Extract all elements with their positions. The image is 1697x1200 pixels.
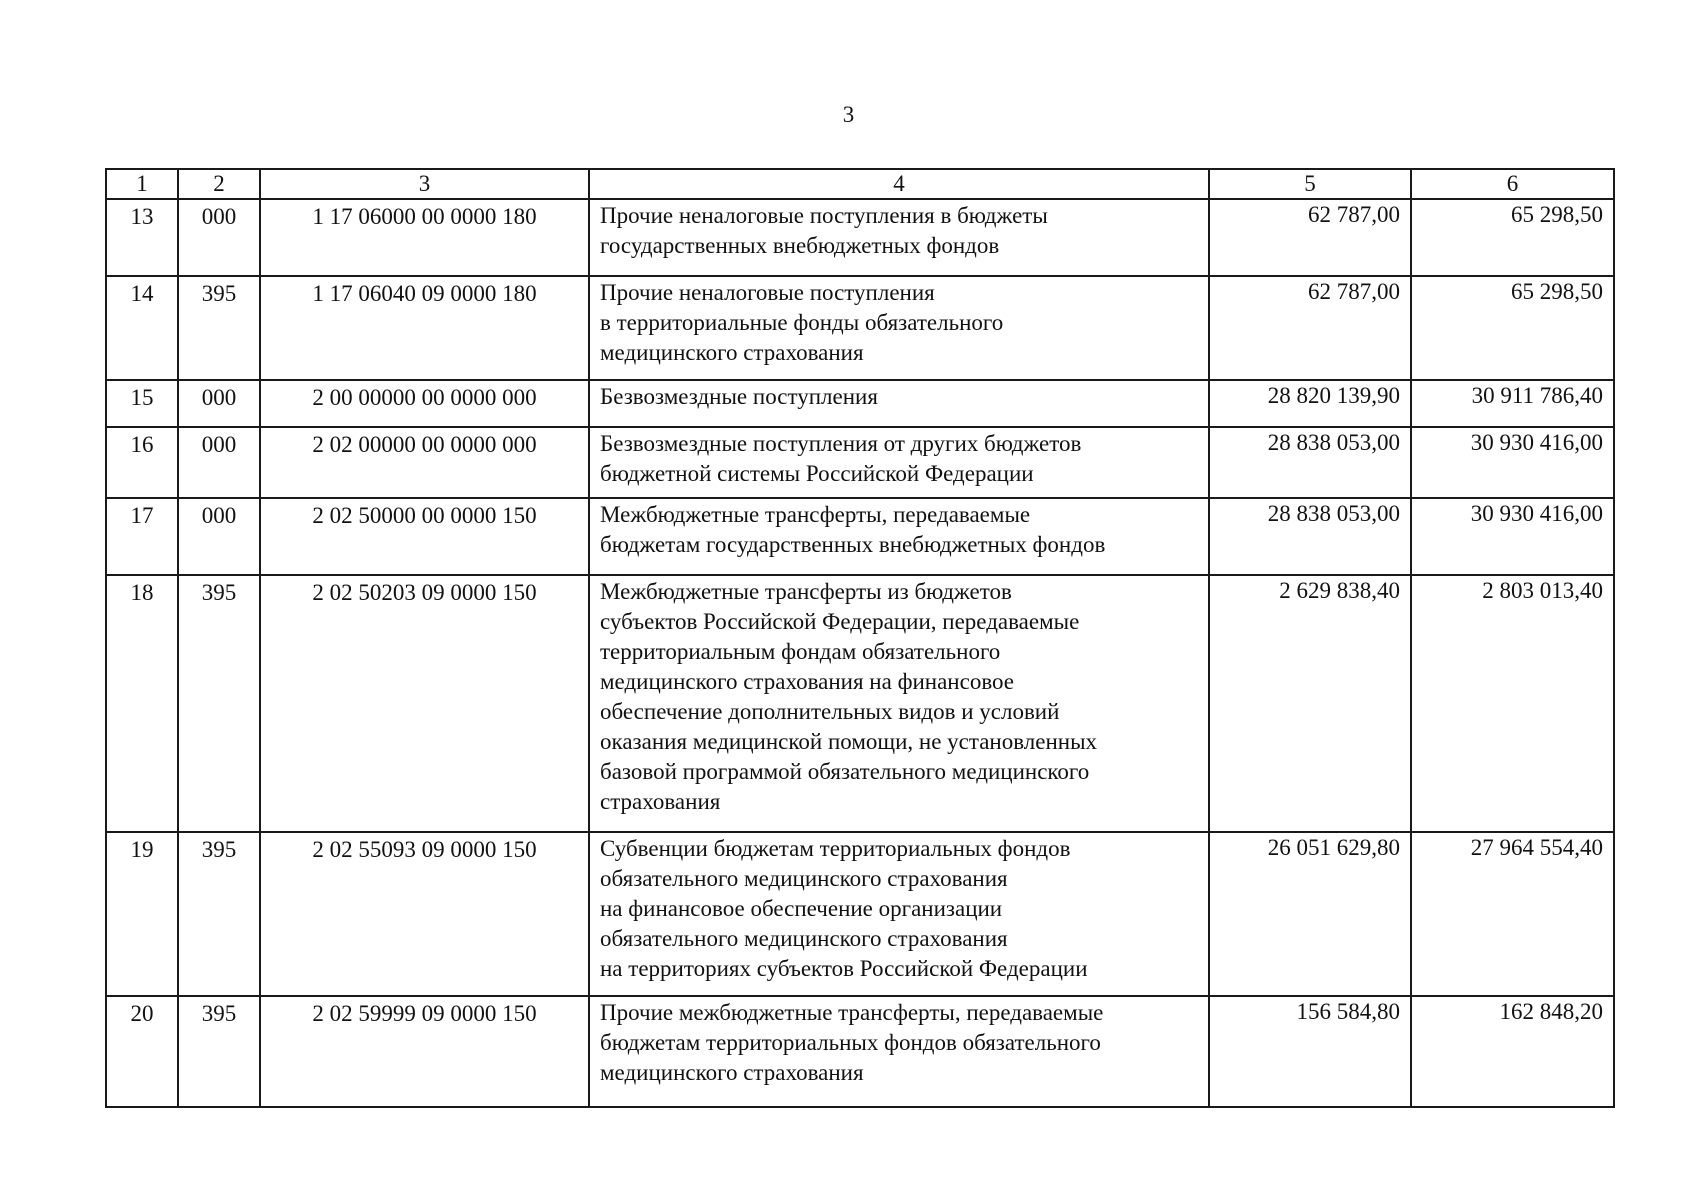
revenue-name: Прочие неналоговые поступления в бюджеты государственных внебюджетных фондов [589, 199, 1209, 276]
admin-code: 000 [178, 427, 260, 498]
budget-classification-code: 1 17 06000 00 0000 180 [260, 199, 589, 276]
header-col-1: 1 [106, 169, 178, 199]
header-col-6: 6 [1411, 169, 1614, 199]
admin-code: 000 [178, 498, 260, 575]
revenue-name: Межбюджетные трансферты из бюджетов субъектов Российской Федерации, передаваемые территориальным фондам обязательного медицинского страхования на финансовое обеспечение дополнительных видов и условий оказания медицинской помощи, не установленных базовой программой обязательного медицинского страхования [589, 575, 1209, 832]
amount-col-5: 156 584,80 [1209, 996, 1411, 1107]
page-number: 3 [842, 102, 855, 127]
budget-classification-code: 2 02 50203 09 0000 150 [260, 575, 589, 832]
admin-code: 000 [178, 199, 260, 276]
table-row [106, 832, 1614, 996]
admin-code: 395 [178, 276, 260, 380]
amount-col-5: 62 787,00 [1209, 199, 1411, 276]
budget-classification-code: 2 00 00000 00 0000 000 [260, 380, 589, 427]
budget-revenue-table [105, 168, 1615, 1108]
table-row [106, 380, 1614, 427]
revenue-name: Межбюджетные трансферты, передаваемые бюджетам государственных внебюджетных фондов [589, 498, 1209, 575]
amount-col-6: 30 930 416,00 [1411, 427, 1614, 498]
table-row [106, 575, 1614, 832]
amount-col-5: 62 787,00 [1209, 276, 1411, 380]
amount-col-6: 65 298,50 [1411, 276, 1614, 380]
budget-classification-code: 2 02 00000 00 0000 000 [260, 427, 589, 498]
row-number: 18 [106, 575, 178, 832]
header-col-4: 4 [589, 169, 1209, 199]
revenue-name: Безвозмездные поступления [589, 380, 1209, 427]
amount-col-5: 28 838 053,00 [1209, 427, 1411, 498]
admin-code: 000 [178, 380, 260, 427]
row-number: 20 [106, 996, 178, 1107]
budget-classification-code: 2 02 50000 00 0000 150 [260, 498, 589, 575]
row-number: 14 [106, 276, 178, 380]
table-row [106, 199, 1614, 276]
row-number: 19 [106, 832, 178, 996]
amount-col-6: 2 803 013,40 [1411, 575, 1614, 832]
header-col-2: 2 [178, 169, 260, 199]
row-number: 13 [106, 199, 178, 276]
table-row [106, 427, 1614, 498]
header-col-5: 5 [1209, 169, 1411, 199]
header-col-3: 3 [260, 169, 589, 199]
table-row [106, 276, 1614, 380]
amount-col-6: 30 930 416,00 [1411, 498, 1614, 575]
revenue-name: Безвозмездные поступления от других бюджетов бюджетной системы Российской Федерации [589, 427, 1209, 498]
revenue-name: Субвенции бюджетам территориальных фондов обязательного медицинского страхования на финансовое обеспечение организации обязательного медицинского страхования на территориях субъектов Российской Федерации [589, 832, 1209, 996]
row-number: 16 [106, 427, 178, 498]
amount-col-5: 28 838 053,00 [1209, 498, 1411, 575]
amount-col-6: 162 848,20 [1411, 996, 1614, 1107]
table-row [106, 996, 1614, 1107]
table-header-row [106, 169, 1614, 199]
table-row [106, 498, 1614, 575]
revenue-name: Прочие межбюджетные трансферты, передаваемые бюджетам территориальных фондов обязательного медицинского страхования [589, 996, 1209, 1107]
revenue-name: Прочие неналоговые поступления в территориальные фонды обязательного медицинского страхования [589, 276, 1209, 380]
budget-classification-code: 2 02 55093 09 0000 150 [260, 832, 589, 996]
amount-col-6: 30 911 786,40 [1411, 380, 1614, 427]
amount-col-5: 26 051 629,80 [1209, 832, 1411, 996]
amount-col-6: 65 298,50 [1411, 199, 1614, 276]
amount-col-5: 2 629 838,40 [1209, 575, 1411, 832]
amount-col-6: 27 964 554,40 [1411, 832, 1614, 996]
row-number: 17 [106, 498, 178, 575]
admin-code: 395 [178, 832, 260, 996]
budget-classification-code: 2 02 59999 09 0000 150 [260, 996, 589, 1107]
budget-classification-code: 1 17 06040 09 0000 180 [260, 276, 589, 380]
row-number: 15 [106, 380, 178, 427]
admin-code: 395 [178, 575, 260, 832]
amount-col-5: 28 820 139,90 [1209, 380, 1411, 427]
admin-code: 395 [178, 996, 260, 1107]
